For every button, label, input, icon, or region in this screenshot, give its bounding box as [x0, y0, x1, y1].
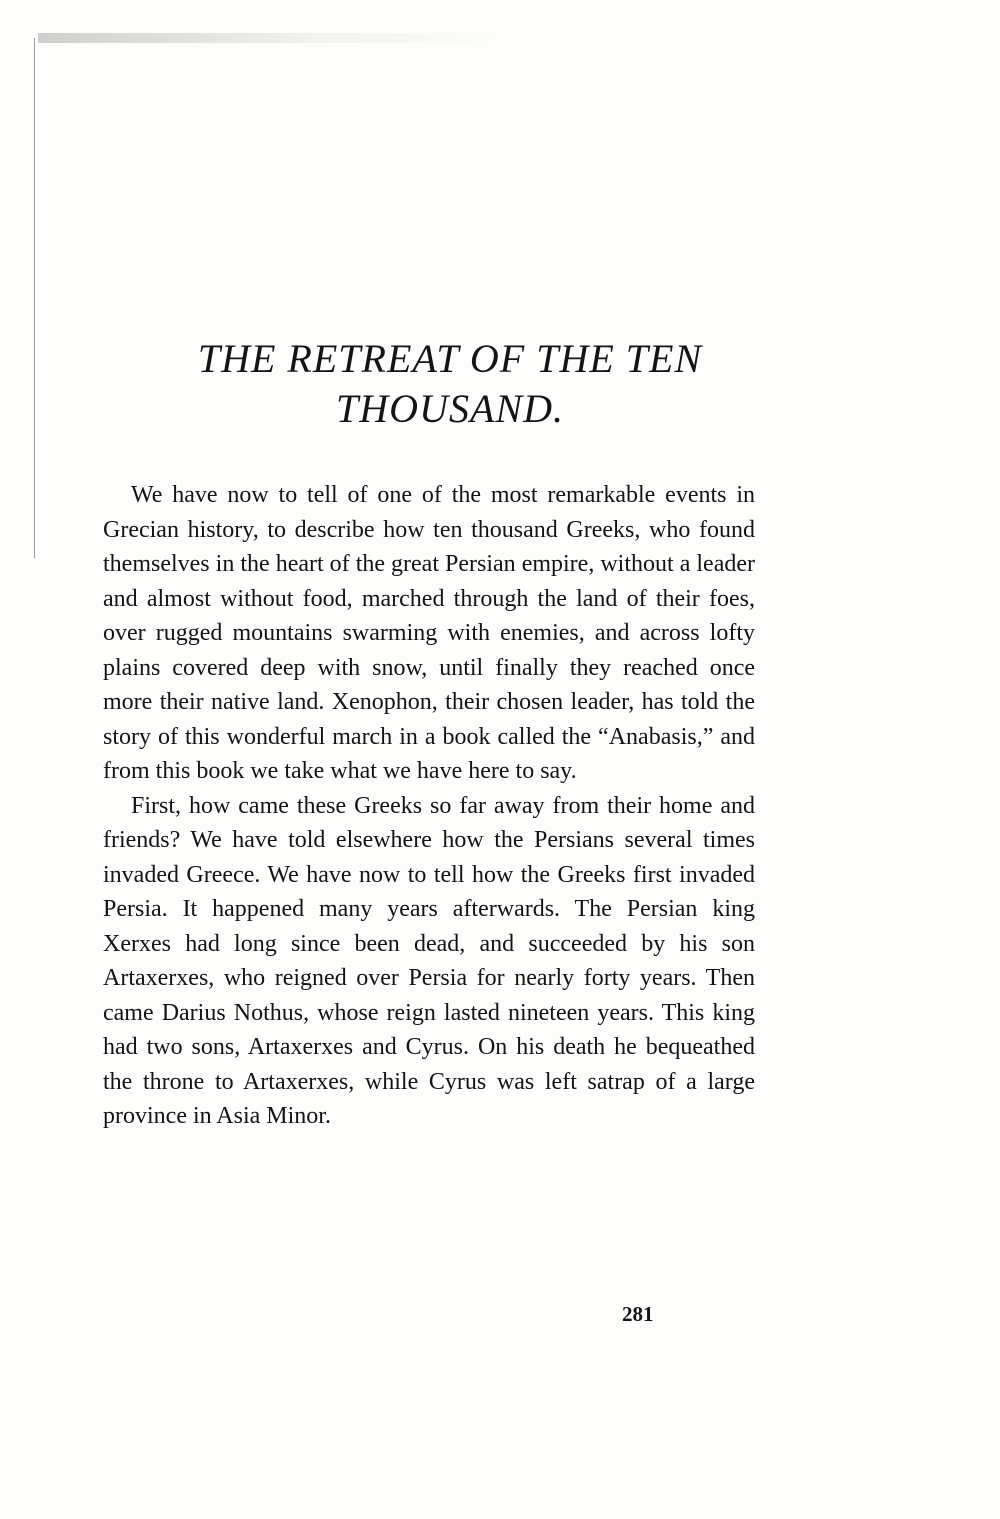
- chapter-body: [103, 478, 755, 1134]
- scan-smudge: [38, 33, 498, 43]
- chapter-title-line-1: THE RETREAT OF THE TEN: [197, 336, 703, 381]
- chapter-title: [100, 334, 820, 434]
- paragraph-1: We have now to tell of one of the most remarkable events in Grecian history, to describe how ten thousand Greeks, who found themselves in the heart of the great Persian empire, without a leader and almost without food, marched through the land of their foes, over rugged mountains swarming with enemies, and across lofty plains covered deep with snow, until finally they reached once more their native land. Xenophon, their chosen leader, has told the story of this wonderful march in a book called the “Anabasis,” and from this book we take what we have here to say.: [103, 482, 755, 784]
- page-number: 281: [622, 1302, 654, 1326]
- chapter-title-line-2: THOUSAND.: [336, 386, 564, 431]
- paragraph-2: First, how came these Greeks so far away from their home and friends? We have told elsewhere how the Persians several times invaded Greece. We have now to tell how the Greeks first invaded Persia. It happened many years afterwards. The Persian king Xerxes had long since been dead, and succeeded by his son Artaxerxes, who reigned over Persia for nearly forty years. Then came Darius Nothus, whose reign lasted nineteen years. This king had two sons, Artaxerxes and Cyrus. On his death he bequeathed the throne to Artaxerxes, while Cyrus was left satrap of a large province in Asia Minor.: [103, 792, 755, 1129]
- binding-edge-line: [34, 38, 35, 558]
